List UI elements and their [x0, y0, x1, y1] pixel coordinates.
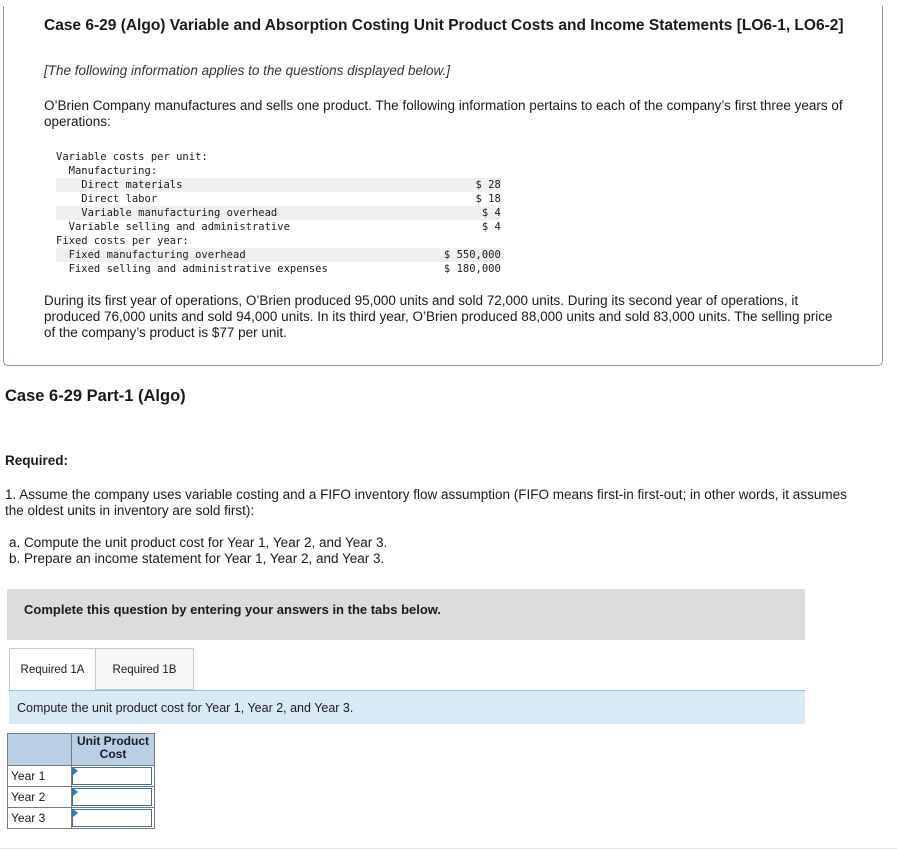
- cost-row: [56, 234, 501, 248]
- case-intro: O’Brien Company manufactures and sells one product. The following information pertains to each of the company’s first three years of operations:: [44, 98, 843, 129]
- cost-data-table: [56, 150, 501, 276]
- cost-label: Variable manufacturing overhead: [56, 207, 278, 219]
- sub-question-b: b. Prepare an income statement for Year 1, Year 2, and Year 3.: [9, 551, 385, 566]
- case-title: Case 6-29 (Algo) Variable and Absorption Costing Unit Product Costs and Income Statements [LO6-1, LO6-2]: [44, 17, 844, 34]
- year-label: Year 3: [8, 808, 72, 829]
- year-label: Year 2: [8, 787, 72, 808]
- footer-divider: [0, 848, 897, 849]
- cost-value: [436, 234, 501, 248]
- unit-cost-year-3-input[interactable]: [72, 809, 152, 827]
- production-text: During its first year of operations, O’Brien produced 95,000 units and sold 72,000 units. During its second year of operations, it produced 76,000 units and sold 94,000 units. In its third year, O’Brien produced 88,000 units and sold 83,000 units. The selling price of the company’s product is $77 per unit.: [44, 293, 833, 340]
- answer-cell: [72, 766, 155, 787]
- cost-value: [436, 150, 501, 164]
- cost-label: Fixed manufacturing overhead: [56, 249, 246, 261]
- tab-required-1a[interactable]: Required 1A: [9, 648, 96, 690]
- sub-questions: [9, 535, 387, 567]
- cost-value: $ 4: [481, 221, 501, 233]
- answer-cell: [72, 808, 155, 829]
- cost-row: [56, 192, 501, 206]
- question-text: 1. Assume the company uses variable costing and a FIFO inventory flow assumption (FIFO means first-in first-out; in other words, it assumes the oldest units in inventory are sold first):: [5, 487, 847, 518]
- cost-row: [56, 220, 501, 234]
- sub-question-a: a. Compute the unit product cost for Year 1, Year 2, and Year 3.: [9, 535, 388, 550]
- prompt-bar: [9, 691, 805, 724]
- unit-product-cost-header: Unit Product Cost: [72, 734, 155, 766]
- flag-icon: [73, 767, 78, 775]
- instruction-text: Complete this question by entering your answers in the tabs below.: [24, 602, 442, 617]
- cost-label: Manufacturing:: [56, 165, 158, 177]
- unit-cost-year-1-input[interactable]: [72, 767, 152, 785]
- cost-label: Variable costs per unit:: [56, 151, 208, 163]
- cost-value: $ 550,000: [443, 249, 501, 261]
- cost-row: [56, 150, 501, 164]
- info-note: [The following information applies to the questions displayed below.]: [44, 63, 450, 78]
- flag-icon: [73, 788, 78, 796]
- cost-row: [56, 164, 501, 178]
- cost-label: Fixed costs per year:: [56, 235, 189, 247]
- prompt-text: Compute the unit product cost for Year 1, Year 2, and Year 3.: [17, 701, 354, 715]
- cost-row: [56, 248, 501, 262]
- cost-row: [56, 178, 501, 192]
- cost-value: $ 4: [481, 207, 501, 219]
- flag-icon: [73, 809, 78, 817]
- required-label: Required:: [5, 453, 69, 468]
- cost-value: $ 18: [475, 193, 501, 205]
- cost-label: Direct labor: [56, 193, 158, 205]
- answer-table-corner: [8, 734, 72, 766]
- year-label: Year 1: [8, 766, 72, 787]
- instruction-bar: [7, 589, 805, 640]
- unit-cost-year-2-input[interactable]: [72, 788, 152, 806]
- table-row: [8, 808, 155, 829]
- cost-value: $ 180,000: [443, 263, 501, 275]
- cost-value: [436, 164, 501, 178]
- cost-label: Direct materials: [56, 179, 183, 191]
- cost-label: Fixed selling and administrative expenses: [56, 263, 328, 275]
- cost-row: [56, 262, 501, 276]
- answer-table: [7, 733, 155, 829]
- cost-value: $ 28: [475, 179, 501, 191]
- part-title: Case 6-29 Part-1 (Algo): [5, 387, 186, 405]
- answer-cell: [72, 787, 155, 808]
- cost-label: Variable selling and administrative: [56, 221, 290, 233]
- table-row: [8, 766, 155, 787]
- tab-required-1b[interactable]: Required 1B: [96, 648, 194, 690]
- cost-row: [56, 206, 501, 220]
- table-row: [8, 787, 155, 808]
